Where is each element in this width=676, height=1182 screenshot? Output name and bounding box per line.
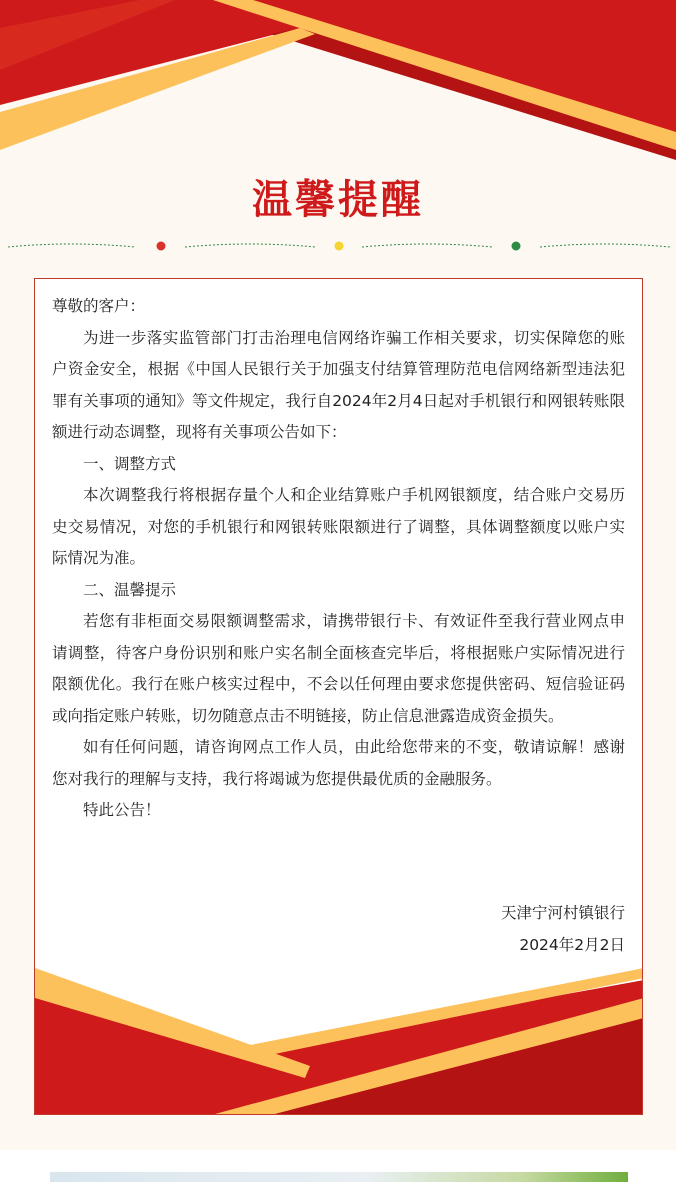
section-heading-adjustment-method: 一、调整方式 <box>83 454 177 473</box>
signoff <box>501 898 625 961</box>
bottom-decorative-banner <box>35 968 643 1114</box>
paragraph-closing: 特此公告！ <box>83 801 161 819</box>
paragraph-apology: 如有任何问题，请咨询网点工作人员，由此给您带来的不变，敬请谅解！感谢您对我行的理解与支持，我行将竭诚为您提供最优质的金融服务。 <box>52 738 625 788</box>
paragraph-adjustment: 本次调整我行将根据存量个人和企业结算账户手机网银额度，结合账户交易历史交易情况，对您的手机银行和网银转账限额进行了调整，具体调整额度以账户实际情况为准。 <box>52 486 625 567</box>
greeting: 尊敬的客户： <box>52 297 146 315</box>
notice-body <box>52 291 625 827</box>
notice-card <box>34 278 643 1115</box>
notice-date: 2024年2月2日 <box>519 935 625 954</box>
page-title: 温馨提醒 <box>252 177 424 223</box>
bottom-photo-preview <box>50 1172 628 1182</box>
bank-name: 天津宁河村镇银行 <box>500 904 625 922</box>
yellow-dot-icon <box>335 242 344 251</box>
top-decorative-banner <box>0 0 676 160</box>
paragraph-reminder: 若您有非柜面交易限额调整需求，请携带银行卡、有效证件至我行营业网点申请调整，待客户身份识别和账户实名制全面核查完毕后，将根据账户实际情况进行限额优化。我行在账户核实过程中，不会以任何理由要求您提供密码、短信验证码或向指定账户转账，切勿随意点击不明链接，防止信息泄露造成资金损失。 <box>52 612 625 725</box>
section-heading-reminder: 二、温馨提示 <box>83 580 177 599</box>
paragraph-intro: 为进一步落实监管部门打击治理电信网络诈骗工作相关要求，切实保障您的账户资金安全，根据《中国人民银行关于加强支付结算管理防范电信网络新型违法犯罪有关事项的通知》等文件规定，我行自2024年2月4日起对手机银行和网银转账限额进行动态调整，现将有关事项公告如下： <box>52 328 625 441</box>
decorative-dotted-divider <box>0 232 676 258</box>
red-dot-icon <box>157 242 166 251</box>
green-dot-icon <box>512 242 521 251</box>
